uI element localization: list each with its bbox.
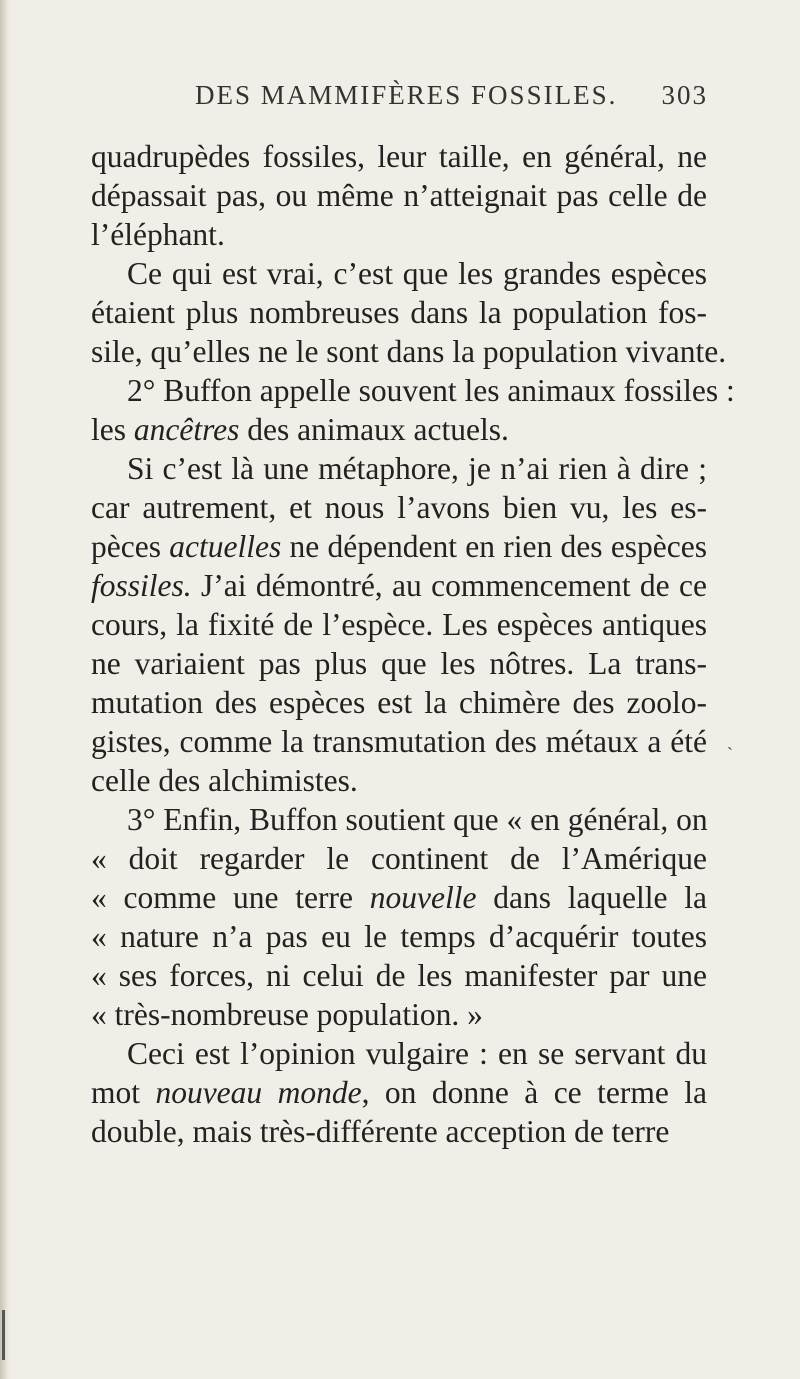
- text-segment: Ce qui est vrai, c’est que les grandes espèces: [127, 256, 707, 291]
- text-line: [91, 293, 707, 332]
- text-line: [91, 917, 707, 956]
- italic-text: nouvelle: [369, 880, 477, 915]
- italic-text: ancêtres: [133, 412, 240, 447]
- text-line: [91, 566, 707, 605]
- text-line: [91, 254, 707, 293]
- text-line: [91, 839, 707, 878]
- margin-mark: ˋ: [727, 744, 733, 764]
- text-line: [91, 488, 707, 527]
- text-segment: cours, la fixité de l’espèce. Les espèces antiques: [91, 607, 707, 642]
- italic-text: fossiles.: [91, 568, 192, 603]
- text-segment: ne dépendent en rien des espèces: [281, 529, 708, 564]
- text-segment: , on donne à ce terme la: [361, 1075, 707, 1110]
- page-edge-shadow: [0, 0, 10, 1379]
- text-line: [91, 644, 707, 683]
- text-segment: sile, qu’elles ne le sont dans la population vivante.: [91, 334, 727, 369]
- text-segment: quadrupèdes fossiles, leur taille, en général, ne: [91, 139, 707, 174]
- text-line: [91, 683, 707, 722]
- text-segment: « ses forces, ni celui de les manifester par une: [91, 958, 707, 993]
- text-line: [91, 449, 707, 488]
- text-segment: dépassait pas, ou même n’atteignait pas celle de: [91, 178, 707, 213]
- text-segment: étaient plus nombreuses dans la population fos-: [91, 295, 707, 330]
- italic-text: actuelles: [169, 529, 282, 564]
- text-segment: « nature n’a pas eu le temps d’acquérir toutes: [91, 919, 707, 954]
- text-segment: 2° Buffon appelle souvent les animaux fossiles :: [127, 373, 735, 408]
- text-line: [91, 605, 707, 644]
- text-line: [91, 722, 707, 761]
- text-segment: des animaux actuels.: [239, 412, 509, 447]
- binding-mark: [2, 1310, 5, 1360]
- text-line: [91, 332, 727, 371]
- text-segment: double, mais très-différente acception de terre: [91, 1114, 670, 1149]
- text-line: [91, 761, 707, 800]
- text-line: [91, 1073, 707, 1112]
- text-segment: « très-nombreuse population. »: [91, 997, 483, 1032]
- text-segment: l’éléphant.: [91, 217, 225, 252]
- text-segment: les: [91, 412, 134, 447]
- text-line: [91, 995, 707, 1034]
- text-segment: celle des alchimistes.: [91, 763, 358, 798]
- text-line: [91, 1034, 707, 1073]
- text-segment: Ceci est l’opinion vulgaire : en se servant du: [127, 1036, 707, 1071]
- text-segment: pèces: [91, 529, 170, 564]
- text-segment: gistes, comme la transmutation des métaux a été: [91, 724, 707, 759]
- text-line: [91, 215, 707, 254]
- text-segment: ne variaient pas plus que les nôtres. La trans-: [91, 646, 707, 681]
- text-line: [91, 878, 707, 917]
- running-title: DES MAMMIFÈRES FOSSILES.: [195, 80, 618, 110]
- text-segment: Si c’est là une métaphore, je n’ai rien à dire ;: [127, 451, 707, 486]
- page-header: [195, 80, 708, 120]
- text-segment: mutation des espèces est la chimère des zoolo-: [91, 685, 707, 720]
- text-segment: « doit regarder le continent de l’Amérique: [91, 841, 707, 876]
- text-segment: 3° Enfin, Buffon soutient que « en général, on: [127, 802, 708, 837]
- text-line: [91, 176, 707, 215]
- text-segment: J’ai démontré, au commencement de ce: [191, 568, 707, 603]
- page-number: 303: [661, 80, 708, 110]
- text-segment: mot: [91, 1075, 156, 1110]
- text-line: [91, 1112, 707, 1151]
- text-line: [91, 956, 707, 995]
- text-line: [91, 371, 735, 410]
- text-line: [91, 410, 707, 449]
- text-line: [91, 527, 707, 566]
- italic-text: nouveau monde: [155, 1075, 362, 1110]
- text-segment: « comme une terre: [91, 880, 370, 915]
- text-segment: dans laquelle la: [476, 880, 708, 915]
- body-text: [91, 137, 735, 1151]
- text-segment: car autrement, et nous l’avons bien vu, les es-: [91, 490, 707, 525]
- text-line: [91, 137, 707, 176]
- text-line: [91, 800, 707, 839]
